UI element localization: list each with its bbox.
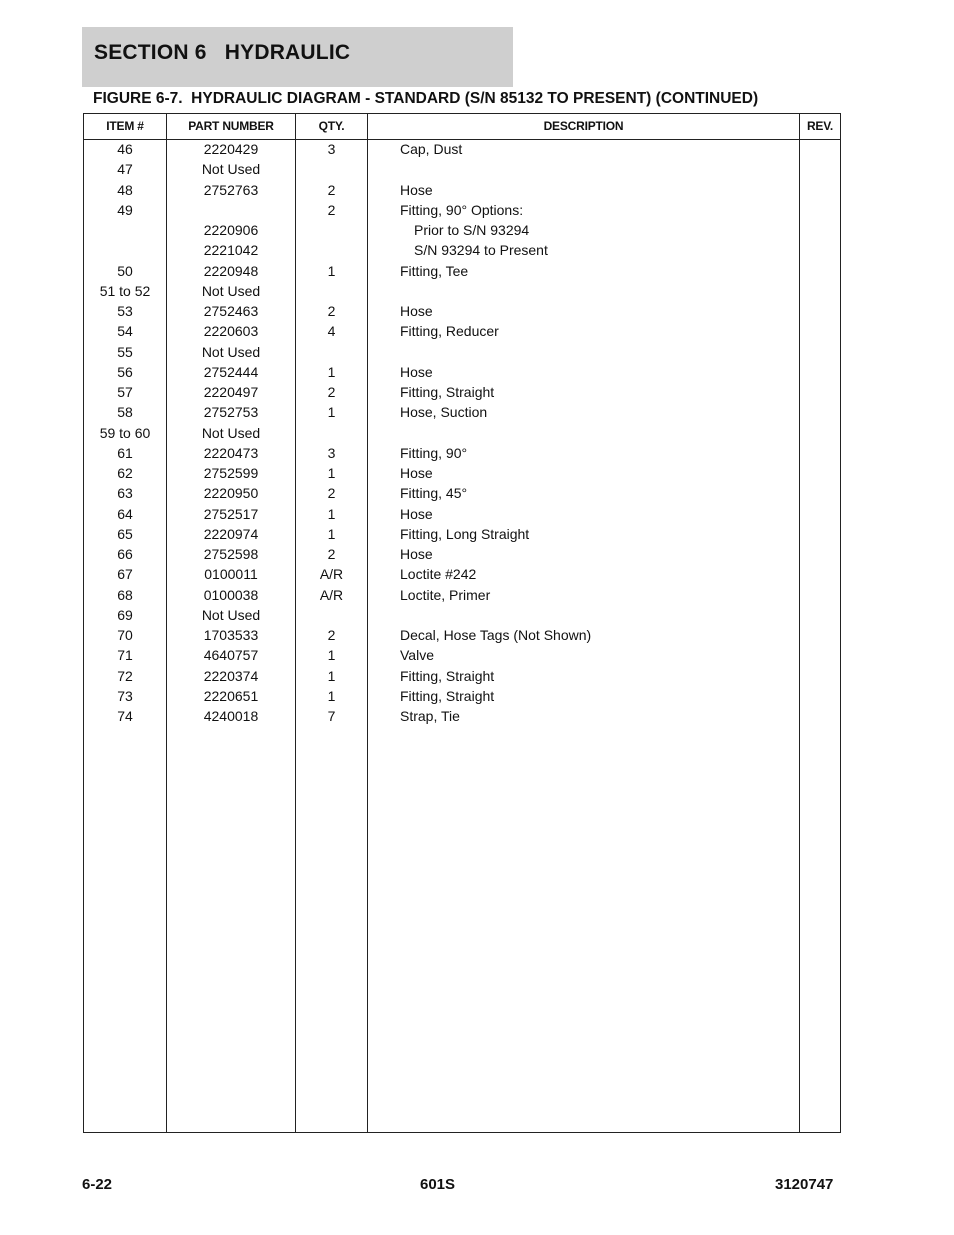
table-row xyxy=(84,545,840,565)
part-number-cell: 2220950 xyxy=(203,485,259,502)
table-row xyxy=(84,464,840,484)
item-number-cell: 61 xyxy=(117,444,133,461)
description-cell: S/N 93294 to Present xyxy=(414,242,548,259)
part-number-cell: Not Used xyxy=(201,161,261,178)
part-number-cell: 0100011 xyxy=(204,566,258,583)
part-number-cell: 0100038 xyxy=(203,586,259,603)
table-row xyxy=(84,302,840,322)
table-row xyxy=(84,424,840,444)
item-number-cell: 46 xyxy=(117,141,133,157)
part-number-cell: 2220497 xyxy=(203,384,259,400)
quantity-cell: 1 xyxy=(327,525,336,542)
quantity-cell: 2 xyxy=(327,546,336,562)
part-number-cell: 2220429 xyxy=(203,141,259,157)
item-number-cell: 74 xyxy=(117,708,133,724)
item-number-cell: 51 to 52 xyxy=(99,282,151,299)
part-number-cell: 2220374 xyxy=(203,667,259,684)
part-number-cell: 2220603 xyxy=(203,323,259,340)
part-number-cell: Not Used xyxy=(201,424,261,441)
description-cell: Loctite, Primer xyxy=(400,586,491,603)
part-number-cell: 1703533 xyxy=(203,627,259,643)
part-number-cell: 2221042 xyxy=(203,242,259,259)
table-row xyxy=(84,444,840,464)
item-number-cell: 65 xyxy=(117,525,133,542)
item-number-cell: 48 xyxy=(117,181,133,198)
table-row xyxy=(84,606,840,626)
table-row xyxy=(84,687,840,707)
part-number-cell: 4640757 xyxy=(203,647,259,664)
document-number: 3120747 xyxy=(775,1176,834,1193)
part-number-cell: 2752753 xyxy=(203,404,259,421)
table-row xyxy=(84,322,840,342)
section-title: SECTION 6 HYDRAULIC xyxy=(94,41,351,64)
quantity-cell: A/R xyxy=(319,586,344,603)
item-number-cell: 66 xyxy=(117,546,133,562)
column-header-description: DESCRIPTION xyxy=(543,119,624,133)
model-name: 601S xyxy=(420,1176,456,1193)
description-cell: Hose xyxy=(400,303,433,319)
item-number-cell: 57 xyxy=(117,384,133,400)
table-body xyxy=(84,140,840,727)
quantity-cell: 1 xyxy=(327,505,336,522)
quantity-cell: 1 xyxy=(327,687,336,704)
item-number-cell: 62 xyxy=(117,465,133,481)
description-cell: Hose xyxy=(400,546,433,562)
table-row xyxy=(84,707,840,727)
description-cell: Fitting, Tee xyxy=(400,262,469,279)
table-row xyxy=(84,343,840,363)
page-number: 6-22 xyxy=(82,1176,113,1193)
part-number-cell: 2220473 xyxy=(203,444,259,461)
parts-table xyxy=(83,113,841,1133)
table-row xyxy=(84,241,840,261)
item-number-cell: 59 to 60 xyxy=(99,424,151,441)
item-number-cell: 53 xyxy=(117,303,133,319)
description-cell: Loctite #242 xyxy=(400,566,477,583)
table-row xyxy=(84,383,840,403)
item-number-cell: 64 xyxy=(117,505,133,522)
part-number-cell: 2220948 xyxy=(203,262,259,279)
quantity-cell: 3 xyxy=(327,141,336,157)
quantity-cell: 4 xyxy=(327,323,336,340)
description-cell: Fitting, Reducer xyxy=(400,323,499,340)
table-row xyxy=(84,586,840,606)
item-number-cell: 55 xyxy=(117,343,133,360)
part-number-cell: Not Used xyxy=(201,343,261,360)
item-number-cell: 69 xyxy=(117,606,133,623)
table-row xyxy=(84,160,840,180)
description-cell: Hose, Suction xyxy=(400,404,488,421)
part-number-cell: 4240018 xyxy=(203,708,259,724)
quantity-cell: 2 xyxy=(327,627,336,643)
section-banner xyxy=(82,27,513,87)
part-number-cell: 2220651 xyxy=(203,687,259,704)
table-row xyxy=(84,363,840,383)
description-cell: Hose xyxy=(400,363,433,380)
item-number-cell: 54 xyxy=(117,323,133,340)
quantity-cell: 2 xyxy=(327,384,336,400)
figure-title: FIGURE 6-7. HYDRAULIC DIAGRAM - STANDARD (S/N 85132 TO PRESENT) (CONTINUED) xyxy=(93,90,759,107)
table-row xyxy=(84,282,840,302)
item-number-cell: 58 xyxy=(117,404,133,421)
description-cell: Valve xyxy=(400,647,434,664)
item-number-cell: 68 xyxy=(117,586,133,603)
item-number-cell: 49 xyxy=(117,201,133,218)
table-row xyxy=(84,505,840,525)
table-row xyxy=(84,646,840,666)
part-number-cell: 2752598 xyxy=(203,546,259,562)
part-number-cell: 2752763 xyxy=(203,181,259,198)
table-row xyxy=(84,484,840,504)
quantity-cell: 1 xyxy=(327,363,336,380)
table-row xyxy=(84,565,840,585)
table-row xyxy=(84,201,840,221)
table-row xyxy=(84,140,840,160)
table-row xyxy=(84,626,840,646)
quantity-cell: 2 xyxy=(327,181,336,198)
quantity-cell: 2 xyxy=(327,485,336,502)
description-cell: Prior to S/N 93294 xyxy=(414,222,530,238)
column-header-item: ITEM # xyxy=(106,119,144,133)
quantity-cell: 2 xyxy=(327,303,336,319)
part-number-cell: 2752444 xyxy=(203,363,259,380)
item-number-cell: 47 xyxy=(117,161,133,178)
description-cell: Fitting, 45° xyxy=(400,485,468,502)
description-cell: Cap, Dust xyxy=(400,141,463,157)
quantity-cell: 1 xyxy=(327,647,336,664)
item-number-cell: 50 xyxy=(117,262,133,279)
table-row xyxy=(84,403,840,423)
description-cell: Fitting, Long Straight xyxy=(400,525,530,542)
description-cell: Fitting, Straight xyxy=(400,667,495,684)
description-cell: Fitting, 90° xyxy=(400,444,468,461)
quantity-cell: 1 xyxy=(327,667,336,684)
description-cell: Strap, Tie xyxy=(400,708,460,724)
item-number-cell: 63 xyxy=(117,485,133,502)
item-number-cell: 56 xyxy=(117,363,133,380)
quantity-cell: 1 xyxy=(327,262,336,279)
item-number-cell: 67 xyxy=(117,566,133,583)
part-number-cell: Not Used xyxy=(201,606,261,623)
item-number-cell: 71 xyxy=(117,647,133,664)
quantity-cell: 1 xyxy=(327,404,336,421)
part-number-cell: 2220974 xyxy=(203,525,259,542)
table-row xyxy=(84,667,840,687)
quantity-cell: 2 xyxy=(327,201,336,218)
column-header-rev: REV. xyxy=(806,119,834,133)
part-number-cell: Not Used xyxy=(201,282,261,299)
item-number-cell: 70 xyxy=(117,627,133,643)
description-cell: Decal, Hose Tags (Not Shown) xyxy=(400,627,592,643)
description-cell: Hose xyxy=(400,505,433,522)
quantity-cell: 7 xyxy=(327,708,336,724)
table-row xyxy=(84,262,840,282)
quantity-cell: A/R xyxy=(319,566,344,583)
part-number-cell: 2220906 xyxy=(203,222,259,238)
quantity-cell: 1 xyxy=(327,465,336,481)
table-row xyxy=(84,221,840,241)
description-cell: Hose xyxy=(400,181,433,198)
table-row xyxy=(84,525,840,545)
description-cell: Fitting, Straight xyxy=(400,384,495,400)
item-number-cell: 73 xyxy=(117,687,133,704)
part-number-cell: 2752599 xyxy=(203,465,259,481)
description-cell: Hose xyxy=(400,465,433,481)
table-row xyxy=(84,181,840,201)
description-cell: Fitting, Straight xyxy=(400,687,495,704)
description-cell: Fitting, 90° Options: xyxy=(400,201,524,218)
part-number-cell: 2752517 xyxy=(203,505,259,522)
quantity-cell: 3 xyxy=(327,444,336,461)
column-header-qty: QTY. xyxy=(318,119,345,133)
part-number-cell: 2752463 xyxy=(203,303,259,319)
item-number-cell: 72 xyxy=(117,667,133,684)
column-header-part-number: PART NUMBER xyxy=(188,119,274,133)
